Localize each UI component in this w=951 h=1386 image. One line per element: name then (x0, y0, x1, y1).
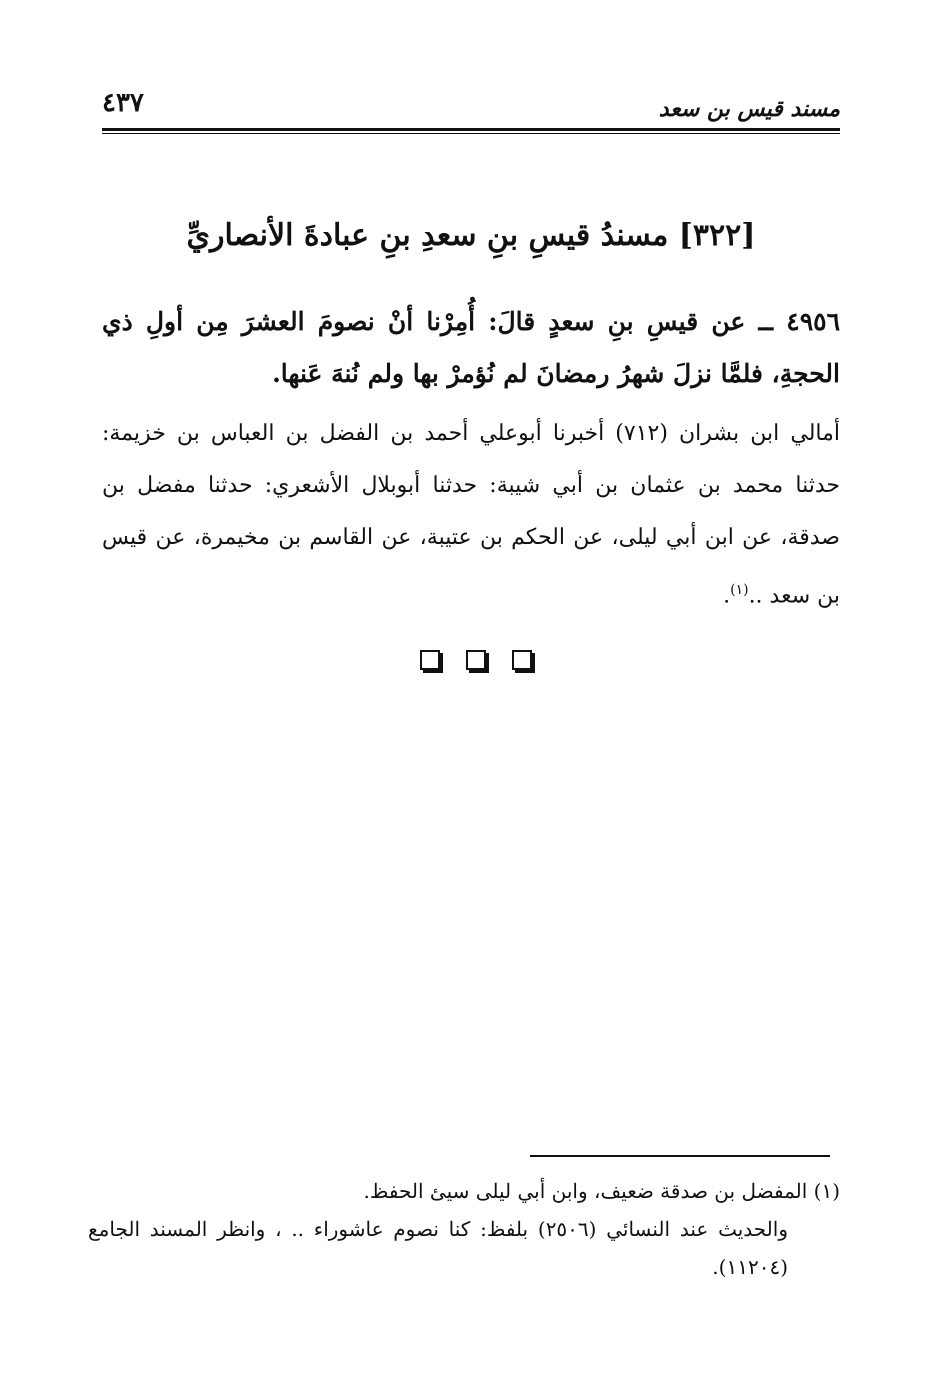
footnote-1: (١) المفضل بن صدقة ضعيف، وابن أبي ليلى سيئ الحفظ. (363, 1179, 840, 1203)
section-separator (0, 650, 951, 670)
footnote-1-continuation: والحديث عند النسائي (٢٥٠٦) بلفظ: كنا نصوم عاشوراء .. ، وانظر المسند الجامع (١١٢٠٤). (88, 1217, 788, 1279)
footnote-rule (530, 1155, 830, 1157)
chapter-heading: [٣٢٢] مسندُ قيسِ بنِ سعدِ بنِ عبادةَ الأنصاريِّ (186, 218, 756, 253)
running-header (102, 86, 840, 126)
hadith-text: ٤٩٥٦ ــ عن قيسِ بنِ سعدٍ قالَ: أُمِرْنا أنْ نصومَ العشرَ مِن أولِ ذي الحجةِ، فلمَّا نزلَ شهرُ رمضانَ لم نُؤمرْ بها ولم نُنهَ عَنها. (102, 307, 840, 388)
source-citation (102, 408, 840, 622)
source-text: أمالي ابن بشران (٧١٢) أخبرنا أبوعلي أحمد بن الفضل بن العباس بن خزيمة: حدثنا محمد بن عثمان بن أبي شيبة: حدثنا أبوبلال الأشعري: حدثنا مفضل بن صدقة، عن ابن أبي ليلى، عن الحكم بن عتيبة، عن القاسم بن مخيمرة، عن قيس بن سعد .. (102, 421, 841, 609)
header-rule (102, 128, 840, 131)
running-title: مسند قيس بن سعد (658, 96, 840, 122)
footnote-reference[interactable]: (١) (730, 582, 749, 598)
source-end: . (723, 583, 731, 609)
separator-square (420, 650, 440, 670)
page-number: ٤٣٧ (102, 88, 144, 118)
separator-square (512, 650, 532, 670)
footnotes (88, 1172, 840, 1286)
separator-square (466, 650, 486, 670)
header-rule-thin (102, 133, 840, 134)
